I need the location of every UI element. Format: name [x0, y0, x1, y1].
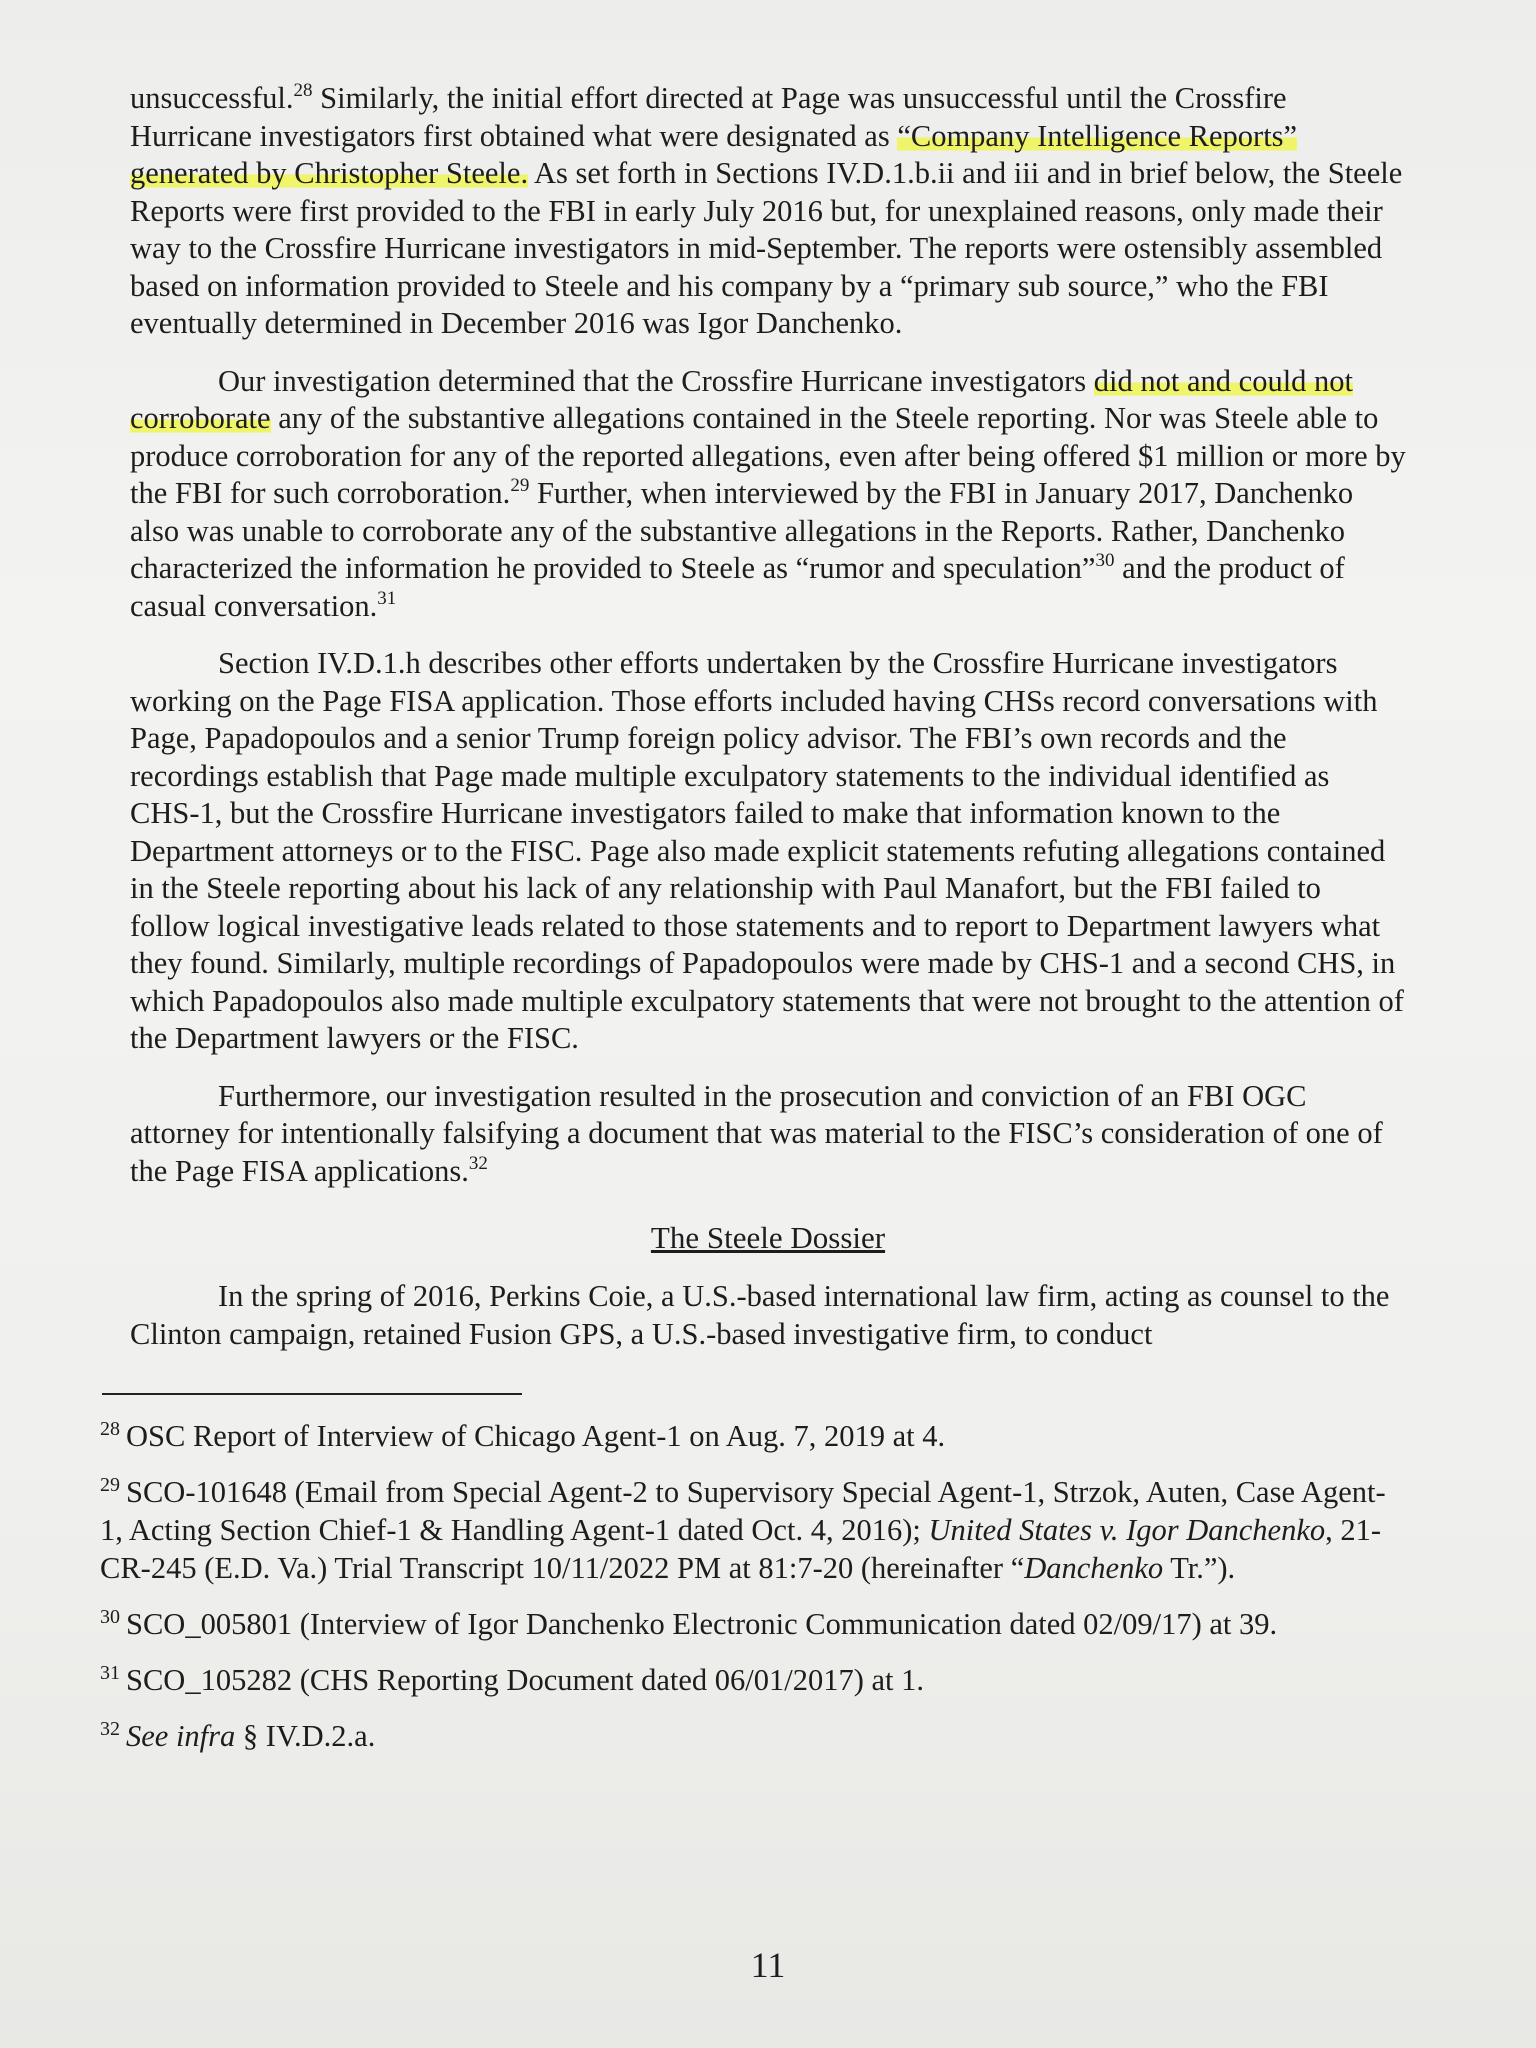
page-number: 11: [750, 1945, 786, 1985]
footnote-28: $^{28}$ OSC Report of Interview of Chicago Agent-1 on Aug. 7, 2019 at 4.: [100, 1418, 946, 1453]
footnote-ref-32: 32: [468, 1152, 488, 1174]
footnote-ref-29: 29: [510, 475, 530, 496]
paragraph-4: Furthermore, our investigation resulted in the prosecution and conviction of an FBI OGC attorney for intentionally falsifying a document that was material to the FISC’s consideration of one of the Page FISA applications.$^{32}$: [130, 1078, 1383, 1188]
section-heading: The Steele Dossier: [650, 1220, 886, 1255]
footnote-31: $^{31}$ SCO_105282 (CHS Reporting Document dated 06/01/2017) at 1.: [100, 1662, 925, 1697]
highlighted-text: “Company Intelligence Reports” generated by Christopher Steele.: [130, 118, 1298, 190]
paragraph-1: unsuccessful.$^{28}$ Similarly, the initial effort directed at Page was unsuccessful until the Crossfire Hurricane investigators first obtained what were designated as “Company Intelligence Reports” generated by Christopher Steele. As set forth in Sections IV.D.1.b.ii and iii and in brief below, the Steele Reports were first provided to the FBI in early July 2016 but, for unexplained reasons, only made their way to the Crossfire Hurricane investigators in mid-September. The reports were ostensibly assembled based on information provided to Steele and his company by a “primary sub source,” who the FBI eventually determined in December 2016 was Igor Danchenko.: [130, 80, 1403, 340]
footnote-ref-30: 30: [1095, 550, 1115, 571]
footnote-divider: [102, 1393, 522, 1395]
footnote-29: $^{29}$ SCO-101648 (Email from Special Agent-2 to Supervisory Special Agent-1, Strzok, Auten, Case Agent-1, Acting Section Chief-1 & Handling Agent-1 dated Oct. 4, 2016); United States v. Igor Danchenko, 21-CR-245 (E.D. Va.) Trial Transcript 10/11/2022 PM at 81:7-20 (hereinafter “Danchenko Tr.”).: [100, 1474, 1386, 1585]
paragraph-2: Our investigation determined that the Crossfire Hurricane investigators did not and could not corroborate any of the substantive allegations contained in the Steele reporting. Nor was Steele able to produce corroboration for any of the reported allegations, even after being offered $1 million or more by the FBI for such corroboration.$^{29}$ Further, when interviewed by the FBI in January 2017, Danchenko also was unable to corroborate any of the substantive allegations in the Reports. Rather, Danchenko characterized the information he provided to Steele as “rumor and speculation”$^{30}$ and the product of casual conversation.$^{31}$: [130, 363, 1406, 623]
paragraph-3: Section IV.D.1.h describes other efforts undertaken by the Crossfire Hurricane investigators working on the Page FISA application. Those efforts included having CHSs record conversations with Page, Papadopoulos and a senior Trump foreign policy advisor. The FBI’s own records and the recordings establish that Page made multiple exculpatory statements to the individual identified as CHS-1, but the Crossfire Hurricane investigators failed to make that information known to the Department attorneys or to the FISC. Page also made explicit statements refuting allegations contained in the Steele reporting about his lack of any relationship with Paul Manafort, but the FBI failed to follow logical investigative leads related to those statements and to report to Department lawyers what they found. Similarly, multiple recordings of Papadopoulos were made by CHS-1 and a second CHS, in which Papadopoulos also made multiple exculpatory statements that were not brought to the attention of the Department lawyers or the FISC.: [130, 646, 1404, 1055]
footnote-ref-31: 31: [377, 587, 397, 609]
paragraph-5: In the spring of 2016, Perkins Coie, a U.S.-based international law firm, acting as counsel to the Clinton campaign, retained Fusion GPS, a U.S.-based investigative firm, to conduct: [130, 1279, 1390, 1351]
footnote-ref-28: 28: [293, 80, 313, 101]
highlighted-text: did not and could not corroborate: [130, 363, 1354, 435]
footnote-32: $^{32}$ See infra § IV.D.2.a.: [100, 1718, 376, 1753]
footnote-30: $^{30}$ SCO_005801 (Interview of Igor Danchenko Electronic Communication dated 02/09/17) at 39.: [100, 1606, 1278, 1641]
